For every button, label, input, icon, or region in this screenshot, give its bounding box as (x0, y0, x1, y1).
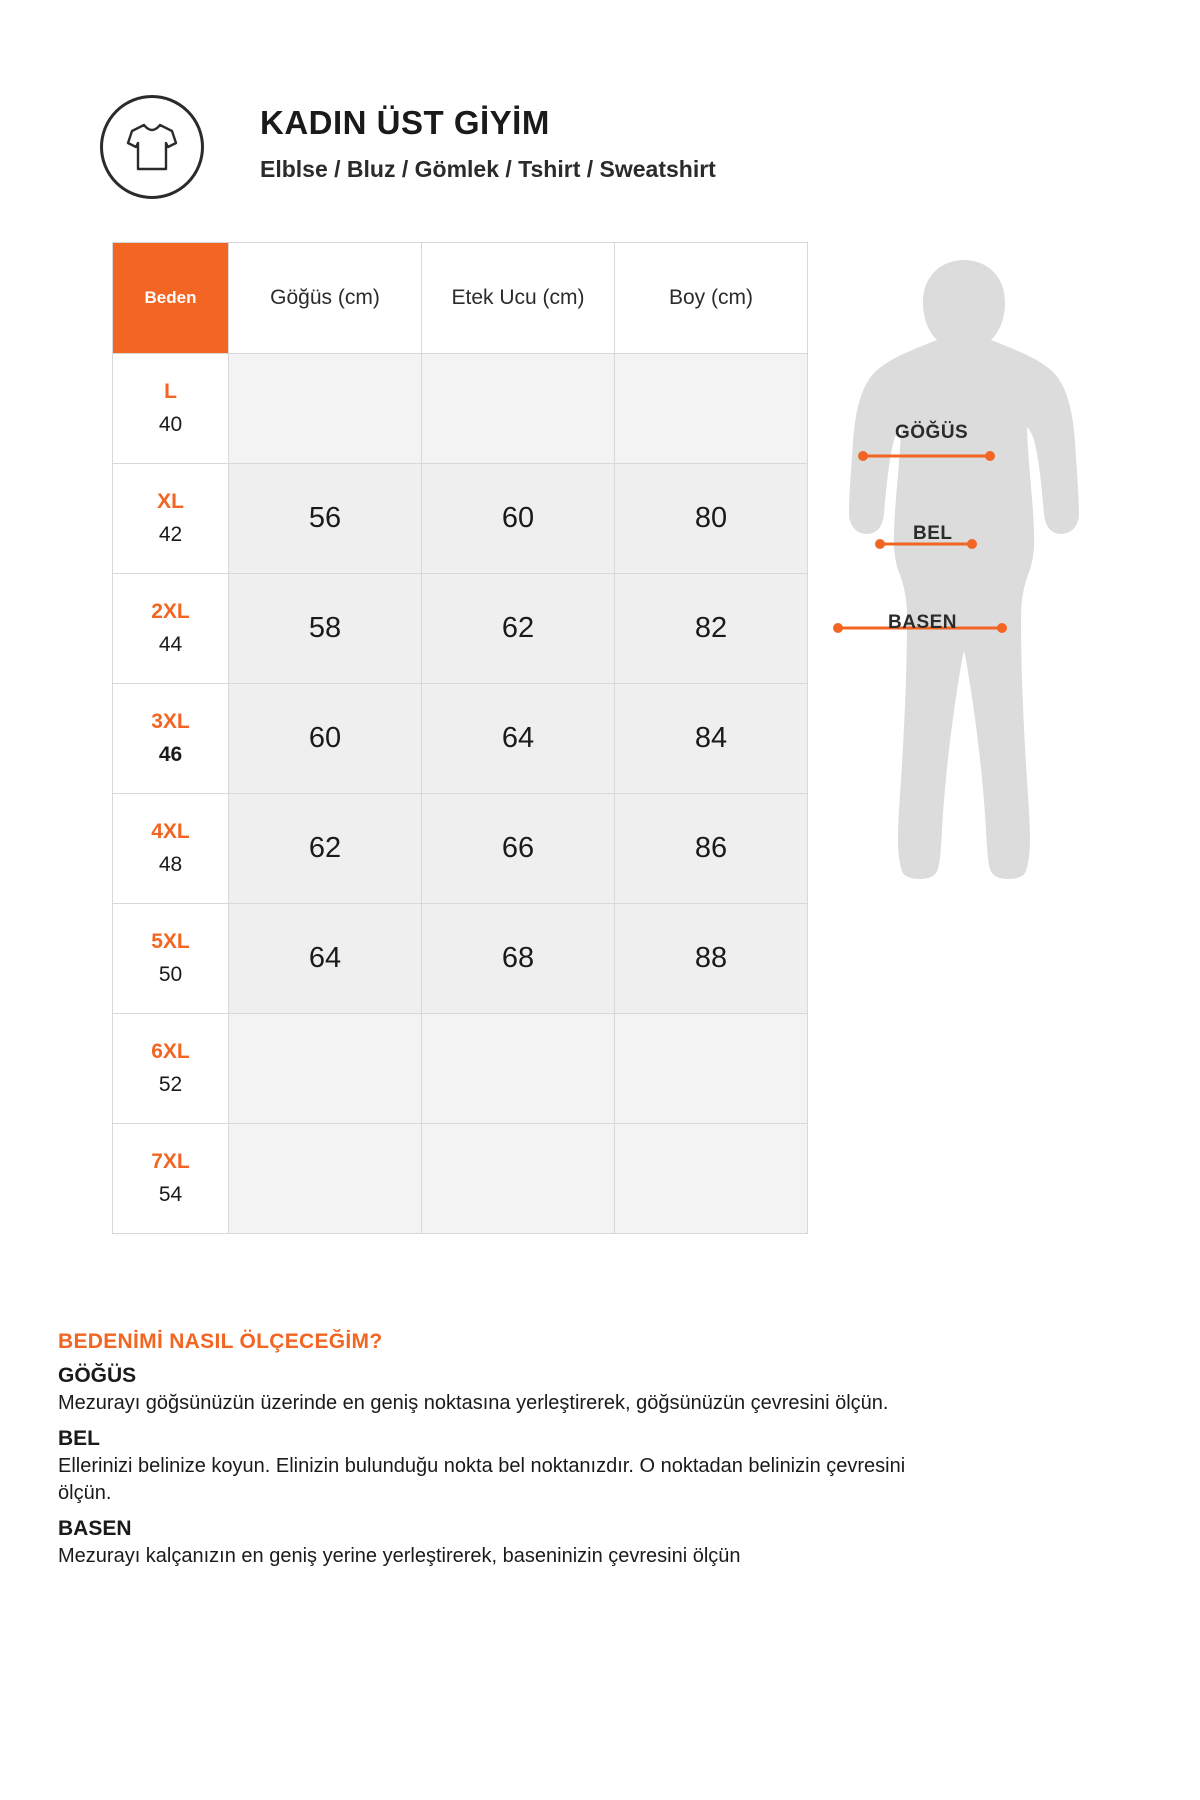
instruction-heading-waist: BEL (58, 1427, 100, 1450)
table-row (113, 684, 808, 794)
value-boy (615, 1014, 808, 1124)
size-cell (113, 904, 229, 1014)
size-code: 6XL (151, 1040, 190, 1064)
value-boy (615, 1124, 808, 1234)
value-etek: 60 (422, 464, 615, 574)
value-gogus (229, 1124, 422, 1234)
size-code: XL (157, 490, 184, 514)
value-etek (422, 1014, 615, 1124)
instruction-heading-chest: GÖĞÜS (58, 1364, 137, 1387)
figure-label-chest: GÖĞÜS (895, 422, 969, 443)
value-etek (422, 1124, 615, 1234)
instruction-text-hip: Mezurayı kalçanızın en geniş yerine yerleştirerek, baseninizin çevresini ölçün (58, 1545, 741, 1567)
size-table (112, 242, 808, 1234)
value-gogus: 56 (229, 464, 422, 574)
page-subtitle: Elblse / Bluz / Gömlek / Tshirt / Sweatshirt (260, 156, 716, 183)
value-gogus: 58 (229, 574, 422, 684)
size-code: 7XL (151, 1150, 190, 1174)
table-row (113, 1124, 808, 1234)
header-texts (260, 105, 716, 183)
value-gogus: 64 (229, 904, 422, 1014)
size-cell (113, 684, 229, 794)
body-figure (800, 250, 1130, 1090)
value-gogus: 62 (229, 794, 422, 904)
size-number: 46 (158, 742, 183, 766)
value-gogus: 60 (229, 684, 422, 794)
instruction-text-waist: Ellerinizi belinize koyun. Elinizin bulunduğu nokta bel noktanızdır. O noktadan belinizin çevresini ölçün. (58, 1455, 906, 1504)
size-cell (113, 794, 229, 904)
table-row (113, 1014, 808, 1124)
figure-label-hip: BASEN (888, 612, 958, 633)
column-header-boy: Boy (cm) (615, 243, 808, 354)
size-number: 54 (158, 1182, 183, 1206)
value-gogus (229, 354, 422, 464)
table-row (113, 464, 808, 574)
size-cell (113, 354, 229, 464)
size-number: 48 (158, 852, 183, 876)
size-code: 3XL (151, 710, 190, 734)
instructions-title: BEDENİMİ NASIL ÖLÇECEĞİM? (58, 1330, 383, 1353)
table-row (113, 794, 808, 904)
value-etek: 62 (422, 574, 615, 684)
size-code: 4XL (151, 820, 190, 844)
female-silhouette-icon (800, 250, 1130, 1090)
figure-label-waist: BEL (913, 523, 953, 544)
value-etek: 68 (422, 904, 615, 1014)
size-cell (113, 464, 229, 574)
instruction-text-chest: Mezurayı göğsünüzün üzerinde en geniş noktasına yerleştirerek, göğsünüzün çevresini ölçün. (58, 1392, 889, 1414)
column-header-beden: Beden (113, 243, 229, 354)
size-code: 2XL (151, 600, 190, 624)
size-number: 52 (158, 1072, 183, 1096)
size-number: 42 (158, 522, 183, 546)
size-cell (113, 1014, 229, 1124)
page-title: KADIN ÜST GİYİM (260, 104, 550, 141)
size-number: 44 (158, 632, 183, 656)
size-code: 5XL (151, 930, 190, 954)
column-header-gogus: Göğüs (cm) (229, 243, 422, 354)
tshirt-icon (100, 95, 204, 199)
value-boy: 82 (615, 574, 808, 684)
table-row (113, 574, 808, 684)
size-number: 50 (158, 962, 183, 986)
size-code: L (164, 380, 177, 404)
measure-instructions (58, 1330, 938, 1570)
size-cell (113, 574, 229, 684)
value-gogus (229, 1014, 422, 1124)
value-etek: 64 (422, 684, 615, 794)
value-boy (615, 354, 808, 464)
value-boy: 84 (615, 684, 808, 794)
value-etek: 66 (422, 794, 615, 904)
value-boy: 86 (615, 794, 808, 904)
instruction-heading-hip: BASEN (58, 1517, 132, 1540)
header (100, 95, 900, 205)
value-etek (422, 354, 615, 464)
column-header-etek-ucu: Etek Ucu (cm) (422, 243, 615, 354)
value-boy: 88 (615, 904, 808, 1014)
value-boy: 80 (615, 464, 808, 574)
size-cell (113, 1124, 229, 1234)
table-row (113, 904, 808, 1014)
size-number: 40 (158, 412, 183, 436)
table-header-row (113, 243, 808, 354)
table-row (113, 354, 808, 464)
